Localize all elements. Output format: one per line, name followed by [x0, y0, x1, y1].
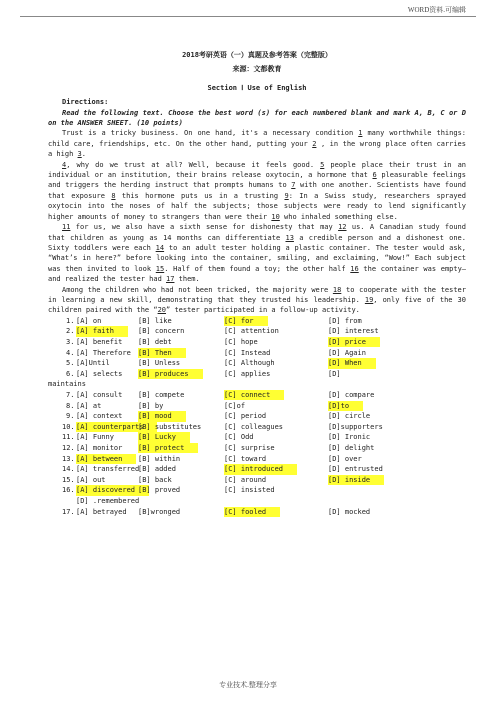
answer-option[interactable]: [A] selects — [76, 369, 123, 378]
answer-option[interactable]: [C]of — [224, 401, 246, 410]
passage-text: people place their trust in an individual or an institution, their brains release oxytocin, a hormone that — [48, 160, 466, 180]
passage — [48, 128, 466, 315]
question-row — [48, 475, 466, 486]
answer-option[interactable]: [A] out — [76, 475, 106, 484]
answer-option-correct[interactable]: [A] faith — [76, 326, 128, 336]
passage-text: the container was empty—and realized the tester had — [48, 264, 467, 284]
blank-number: 2 — [312, 139, 317, 148]
question-number: 12. — [62, 443, 75, 452]
answer-option[interactable]: [B] substitutes — [138, 422, 202, 431]
passage-text: Among the children who had not been tricked, the majority were — [62, 285, 333, 294]
question-row — [48, 369, 466, 380]
question-row — [48, 316, 466, 327]
blank-number: 10 — [271, 212, 280, 221]
answer-option[interactable]: [C] attention — [224, 327, 279, 336]
answer-option-correct[interactable]: [D] When — [328, 358, 376, 368]
answer-option-correct[interactable]: [A] counterparts — [76, 422, 157, 432]
blank-number: 6 — [372, 171, 377, 180]
answer-option-correct[interactable]: [B] mood — [138, 411, 186, 421]
question-number: 9. — [66, 412, 75, 421]
answer-option[interactable]: [B] debt — [138, 338, 172, 347]
answer-option[interactable]: [A] on — [76, 316, 102, 325]
answer-option[interactable]: [D] from — [328, 316, 362, 325]
question-list — [48, 316, 466, 517]
answer-option[interactable]: [A] Therefore — [76, 348, 131, 357]
answer-option[interactable]: [C] period — [224, 412, 267, 421]
passage-text: many worthwhile things: child care, friendships, etc. On the other hand, putting your — [48, 129, 466, 148]
blank-number: 12 — [338, 223, 347, 232]
answer-option-correct[interactable]: [D]to — [328, 401, 363, 411]
question-number: 4. — [66, 348, 75, 357]
answer-option[interactable]: [A] context — [76, 412, 123, 421]
passage-text: with one another. Scientists have found that exposure — [48, 181, 467, 200]
answer-option[interactable]: [D] mocked — [328, 507, 371, 516]
passage-text: , why do we trust at all? Well, because it feels good. — [66, 160, 321, 169]
answer-option[interactable]: [D] delight — [328, 443, 375, 452]
passage-text: them. — [174, 275, 200, 284]
document-body — [48, 50, 466, 517]
question-number: 15. — [62, 475, 75, 484]
passage-text: , only five of the 30 children paired with the “ — [48, 295, 466, 315]
answer-option[interactable]: [D] Again — [328, 348, 366, 357]
answer-option-correct[interactable]: [C] connect — [224, 390, 284, 400]
question-row — [48, 432, 466, 443]
answer-option-correct[interactable]: [B] produces — [138, 369, 203, 379]
answer-option[interactable]: [A] transferred — [76, 465, 140, 474]
page-footer: 专业技术.整理分享 — [219, 681, 277, 689]
blank-number: 4 — [62, 160, 67, 169]
answer-option[interactable]: [D] compare — [328, 391, 375, 399]
passage-text: ” tester participated in a follow-up activity. — [166, 306, 360, 315]
question-row — [48, 390, 466, 401]
question-continuation: [D] .remembered — [76, 496, 140, 505]
answer-option[interactable]: [D] Ironic — [328, 433, 371, 442]
blank-number: 20 — [157, 306, 167, 315]
question-row — [48, 326, 466, 337]
answer-option[interactable]: [D] — [328, 369, 341, 378]
question-row — [48, 443, 466, 454]
question-row — [48, 506, 466, 517]
answer-option-correct[interactable]: [A] discovered — [76, 485, 149, 495]
answer-option[interactable]: [C] colleagues — [224, 422, 284, 431]
question-number: 14. — [62, 465, 75, 474]
passage-paragraph — [48, 160, 466, 222]
question-number: 10. — [62, 422, 75, 431]
question-row — [48, 411, 466, 422]
answer-option[interactable]: [C] Instead — [224, 348, 271, 357]
answer-option[interactable]: [D] over — [328, 454, 362, 463]
blank-number: 18 — [332, 285, 342, 294]
answer-option-correct[interactable]: [C] introduced — [224, 464, 297, 474]
answer-option[interactable]: [B] compete — [138, 391, 185, 399]
answer-option[interactable]: [B] proved — [138, 486, 181, 495]
answer-option[interactable]: [C] hope — [224, 338, 258, 347]
question-row — [48, 485, 466, 496]
question-number: 3. — [66, 338, 75, 347]
directions-label: Directions: — [62, 98, 109, 107]
answer-option-correct[interactable]: [D] price — [328, 337, 380, 347]
answer-option[interactable]: [B] concern — [138, 327, 185, 336]
passage-text: who inhaled something else. — [279, 212, 398, 221]
answer-option-correct[interactable]: [C] fooled — [224, 507, 280, 517]
question-number: 8. — [66, 401, 75, 410]
passage-text: Trust is a tricky business. On one hand, it's a necessary condition — [62, 129, 359, 138]
question-number: 6. — [66, 369, 75, 378]
question-number: 11. — [62, 433, 75, 442]
question-number: 17. — [62, 507, 75, 516]
passage-text: . Half of them found a toy; the other half — [164, 264, 351, 273]
question-number: 16. — [62, 486, 75, 495]
passage-text: to cooperate with the tester in learning a new skill, demonstrating that they trusted his leadership. — [48, 285, 466, 304]
passage-paragraph — [48, 222, 466, 284]
question-row — [48, 337, 466, 348]
answer-option-correct[interactable]: [A] between — [76, 454, 136, 464]
question-row — [48, 453, 466, 464]
question-row — [48, 401, 466, 412]
blank-number: 9 — [284, 191, 289, 200]
question-number: 2. — [66, 327, 75, 336]
passage-text: a credible person and a dishonest one. Sixty toddlers were each — [48, 233, 466, 252]
answer-option[interactable]: [B] back — [138, 475, 172, 484]
answer-option[interactable]: [A]Until — [76, 359, 110, 368]
answer-option[interactable]: [C] insisted — [224, 486, 275, 495]
blank-number: 11 — [62, 223, 71, 232]
question-number: 7. — [66, 391, 75, 399]
answer-option[interactable]: [D] interest — [328, 327, 379, 336]
question-number: 5. — [66, 359, 75, 368]
answer-option[interactable]: [C] Odd — [224, 433, 254, 442]
answer-option[interactable]: [C] applies — [224, 369, 271, 378]
question-row — [48, 464, 466, 475]
answer-option[interactable]: [B] by — [138, 401, 164, 410]
directions-text: Read the following text. Choose the best word (s) for each numbered blank and mark A, B, C or D on the ANSWER SHEET. (10 points) — [48, 108, 466, 128]
passage-text: pleasurable feelings and triggers the herding instruct that prompts humans to — [48, 171, 466, 190]
answer-option[interactable]: [B] within — [138, 454, 181, 463]
answer-option[interactable]: [A] benefit — [76, 338, 123, 347]
question-number: 13. — [62, 454, 75, 463]
blank-number: 8 — [111, 191, 116, 200]
answer-option-correct[interactable]: [B] protect — [138, 443, 198, 453]
question-number: 1. — [66, 316, 75, 325]
question-row — [48, 348, 466, 359]
answer-option[interactable]: [B] added — [138, 465, 176, 474]
blank-number: 15 — [155, 264, 165, 273]
answer-option[interactable]: [B] like — [138, 316, 172, 325]
answer-option[interactable]: [A] monitor — [76, 443, 123, 452]
question-row — [48, 358, 466, 369]
answer-option[interactable]: [B]wronged — [138, 507, 181, 516]
passage-paragraph — [48, 285, 466, 316]
blank-number: 16 — [350, 264, 359, 273]
answer-option[interactable]: [D]supporters — [328, 422, 383, 431]
blank-number: 5 — [320, 160, 325, 169]
passage-text: to an adult tester holding a plastic container. The tester would ask, “What’s in here?” before looking into the container, smiling, and exclaiming, “Wow!” Each subject was then invited to look — [48, 243, 466, 273]
answer-option[interactable]: [C] Although — [224, 359, 275, 368]
passage-paragraph — [48, 128, 466, 159]
blank-number: 3 — [77, 150, 82, 159]
answer-option[interactable]: [D] entrusted — [328, 465, 383, 474]
answer-option[interactable]: [A] Funny — [76, 433, 114, 442]
blank-number: 14 — [155, 243, 165, 252]
document-source: 来源：文都教育 — [232, 65, 282, 74]
answer-option[interactable]: [A] at — [76, 401, 102, 410]
answer-option[interactable]: [A] betrayed — [76, 507, 127, 516]
blank-number: 1 — [358, 129, 363, 138]
answer-option[interactable]: [C] toward — [224, 454, 267, 463]
page-header: WORD资料.可编辑 — [407, 6, 466, 14]
answer-option[interactable]: [C] surprise — [224, 443, 275, 452]
answer-option[interactable]: [A] consult — [76, 391, 123, 399]
passage-text: us. A Canadian study found that children as young as 14 months can differentiate — [48, 223, 466, 242]
answer-option-correct[interactable]: [D] inside — [328, 475, 384, 485]
passage-text: : In a Swiss study, researchers sprayed oxytocin into the noses of half the subjects; those subjects were ready to lend significantly higher amounts of money to strangers than were their — [48, 191, 466, 221]
blank-number: 17 — [166, 275, 175, 284]
header-rule — [20, 16, 476, 17]
answer-option-correct[interactable]: [B] Then — [138, 348, 186, 358]
answer-option-correct[interactable]: [C] for — [224, 316, 268, 326]
passage-text: , in the wrong place often carries a high — [48, 139, 466, 159]
document-title: 2018考研英语（一）真题及参考答案（完整版） — [182, 51, 332, 59]
answer-option[interactable]: [C] around — [224, 475, 267, 484]
question-continuation: maintains — [48, 380, 86, 389]
passage-text: . — [81, 150, 86, 159]
question-row — [48, 422, 466, 433]
blank-number: 13 — [285, 233, 294, 242]
passage-text: for us, we also have a sixth sense for dishonesty that may — [70, 223, 339, 232]
blank-number: 7 — [291, 181, 296, 190]
answer-option[interactable]: [B] Unless — [138, 359, 181, 368]
answer-option[interactable]: [D] circle — [328, 412, 371, 421]
section-title: Section Ⅰ Use of English — [207, 83, 307, 92]
blank-number: 19 — [364, 295, 374, 304]
passage-text: this hormone puts us in a trusting — [115, 191, 285, 200]
answer-option-correct[interactable]: [B] Lucky — [138, 432, 190, 442]
